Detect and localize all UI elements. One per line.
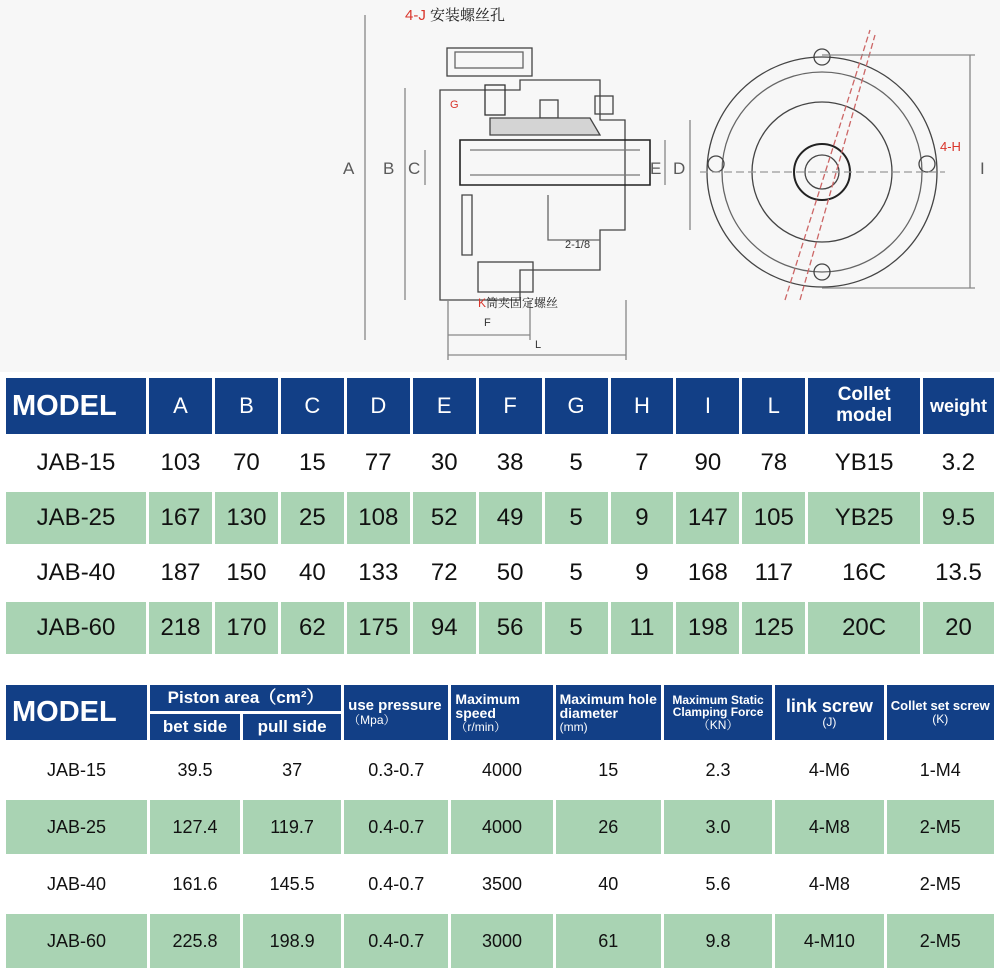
header-c: C [281, 378, 344, 434]
table-row [6, 800, 994, 854]
header-l: L [742, 378, 805, 434]
cell: 2-M5 [887, 914, 994, 968]
cell: 105 [742, 492, 805, 544]
table-row [6, 743, 994, 797]
cell: 49 [479, 492, 542, 544]
cell: 5 [545, 602, 608, 654]
cell-model: JAB-25 [6, 492, 146, 544]
cell-model: JAB-60 [6, 602, 146, 654]
callout-code-k: K [478, 296, 487, 310]
cell: 25 [281, 492, 344, 544]
cell: 1-M4 [887, 743, 994, 797]
cell: 50 [479, 547, 542, 599]
spec-header-row-1 [6, 685, 994, 711]
cell: 30 [413, 437, 476, 489]
header-bet-side: bet side [150, 714, 240, 740]
dim-label-d: D [673, 159, 686, 178]
header-collet-model: Collet model [808, 378, 920, 434]
callout-text-collet: 筒夹固定螺丝 [486, 296, 559, 310]
cell-model: JAB-40 [6, 547, 146, 599]
cell: 52 [413, 492, 476, 544]
dim-label-e: E [650, 159, 662, 178]
dim-label-b: B [383, 159, 395, 178]
table-row [6, 857, 994, 911]
cell: 77 [347, 437, 410, 489]
cell: 15 [281, 437, 344, 489]
max-hole-unit: (mm) [559, 719, 588, 734]
cell: 150 [215, 547, 278, 599]
dim-label-4h: 4-H [940, 139, 961, 154]
collet-screw-callout [478, 294, 558, 311]
cell: 0.4-0.7 [344, 857, 448, 911]
cell: 3.0 [664, 800, 772, 854]
header-model: MODEL [6, 378, 146, 434]
cell: YB15 [808, 437, 920, 489]
cell: 94 [413, 602, 476, 654]
cell: 108 [347, 492, 410, 544]
cell: 3.2 [923, 437, 994, 489]
cell: 3000 [451, 914, 552, 968]
cell: 2-M5 [887, 857, 994, 911]
drawing-lines [0, 0, 1000, 372]
cell: 72 [413, 547, 476, 599]
cell: 11 [611, 602, 674, 654]
cell: 38 [479, 437, 542, 489]
header-max-clamp [664, 685, 772, 740]
cell: 9 [611, 492, 674, 544]
cell: 40 [281, 547, 344, 599]
cell-model: JAB-15 [6, 437, 146, 489]
dim-label-c: C [408, 159, 421, 178]
cell: 168 [676, 547, 739, 599]
header-model: MODEL [6, 685, 147, 740]
dim-label-l: L [535, 339, 542, 351]
dim-label-f: F [484, 317, 491, 329]
header-a: A [149, 378, 212, 434]
header-pull-side: pull side [243, 714, 341, 740]
cell: 39.5 [150, 743, 240, 797]
header-h: H [611, 378, 674, 434]
cell: 119.7 [243, 800, 341, 854]
cell: 170 [215, 602, 278, 654]
use-pressure-title: use pressure [348, 697, 442, 715]
header-piston-area: Piston area（cm²） [150, 685, 341, 711]
cell: 5 [545, 437, 608, 489]
specifications-table [3, 682, 997, 971]
technical-drawing [0, 0, 1000, 372]
cell: 198 [676, 602, 739, 654]
dim-label-g: G [450, 99, 459, 111]
cell: 198.9 [243, 914, 341, 968]
cell: 0.4-0.7 [344, 914, 448, 968]
mounting-screw-callout [405, 4, 505, 25]
cell: 16C [808, 547, 920, 599]
header-link-screw [775, 685, 883, 740]
cell: 127.4 [150, 800, 240, 854]
collet-screw-title: Collet set screw [890, 698, 990, 714]
cell: 20C [808, 602, 920, 654]
header-i: I [676, 378, 739, 434]
table-row [6, 437, 994, 489]
cell: 225.8 [150, 914, 240, 968]
collet-screw-unit: (K) [932, 712, 949, 727]
cell: 4-M8 [775, 857, 883, 911]
callout-code-4j: 4-J [405, 7, 426, 24]
max-clamp-unit: （KN） [697, 717, 739, 732]
table-row [6, 547, 994, 599]
dim-label-i: I [980, 159, 985, 178]
table-row [6, 914, 994, 968]
header-weight: weight [923, 378, 994, 434]
cell: 4000 [451, 800, 552, 854]
cell: 4-M8 [775, 800, 883, 854]
max-speed-unit: （r/min） [455, 719, 507, 734]
cell: 167 [149, 492, 212, 544]
cell-model: JAB-60 [6, 914, 147, 968]
cell: 3500 [451, 857, 552, 911]
cell: 133 [347, 547, 410, 599]
cell: 161.6 [150, 857, 240, 911]
cell: 5.6 [664, 857, 772, 911]
dimensions-table [3, 375, 997, 657]
cell: 90 [676, 437, 739, 489]
cell: 4-M10 [775, 914, 883, 968]
cell: 5 [545, 547, 608, 599]
header-b: B [215, 378, 278, 434]
callout-text-mounting: 安装螺丝孔 [430, 7, 506, 24]
header-collet-set-screw [887, 685, 994, 740]
thread-label: 2-1/8 [565, 239, 591, 251]
cell: 187 [149, 547, 212, 599]
cell: 218 [149, 602, 212, 654]
header-max-hole [556, 685, 661, 740]
cell: 9.8 [664, 914, 772, 968]
max-hole-title: Maximum hole diameter [559, 690, 657, 722]
cell: 125 [742, 602, 805, 654]
cell-model: JAB-40 [6, 857, 147, 911]
table-row [6, 602, 994, 654]
header-e: E [413, 378, 476, 434]
cell: 2.3 [664, 743, 772, 797]
cell: 5 [545, 492, 608, 544]
cell: 78 [742, 437, 805, 489]
cell: 37 [243, 743, 341, 797]
cell: 40 [556, 857, 661, 911]
header-f: F [479, 378, 542, 434]
cell: 15 [556, 743, 661, 797]
use-pressure-unit: （Mpa） [348, 713, 396, 728]
cell: 175 [347, 602, 410, 654]
cell: 4000 [451, 743, 552, 797]
table-row [6, 492, 994, 544]
cell: YB25 [808, 492, 920, 544]
cell: 103 [149, 437, 212, 489]
max-speed-title: Maximum speed [455, 690, 520, 722]
header-use-pressure [344, 685, 448, 740]
cell: 117 [742, 547, 805, 599]
link-screw-unit: (J) [822, 714, 837, 729]
max-clamp-title: Maximum Static Clamping Force [672, 692, 764, 720]
header-max-speed [451, 685, 552, 740]
cell: 26 [556, 800, 661, 854]
dim-label-a: A [343, 159, 355, 178]
dimensions-header-row [6, 378, 994, 434]
cell: 70 [215, 437, 278, 489]
cell: 130 [215, 492, 278, 544]
cell: 2-M5 [887, 800, 994, 854]
header-g: G [545, 378, 608, 434]
cell: 145.5 [243, 857, 341, 911]
cell: 61 [556, 914, 661, 968]
cell: 62 [281, 602, 344, 654]
cell-model: JAB-15 [6, 743, 147, 797]
cell: 9.5 [923, 492, 994, 544]
link-screw-title: link screw [785, 695, 873, 716]
cell: 0.4-0.7 [344, 800, 448, 854]
cell: 0.3-0.7 [344, 743, 448, 797]
cell-model: JAB-25 [6, 800, 147, 854]
cell: 7 [611, 437, 674, 489]
cell: 9 [611, 547, 674, 599]
cell: 56 [479, 602, 542, 654]
cell: 13.5 [923, 547, 994, 599]
cell: 20 [923, 602, 994, 654]
header-d: D [347, 378, 410, 434]
cell: 147 [676, 492, 739, 544]
cell: 4-M6 [775, 743, 883, 797]
